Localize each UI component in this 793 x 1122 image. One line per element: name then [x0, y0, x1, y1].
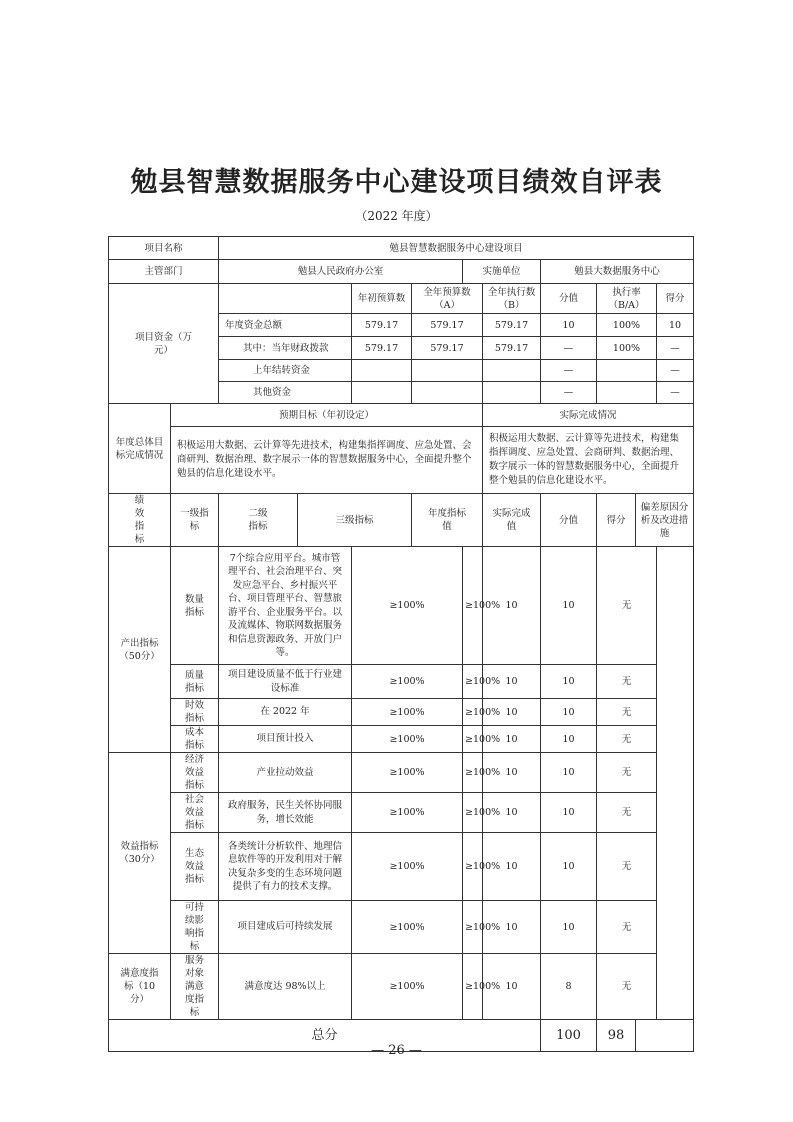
- actual-value: ≥100%: [463, 753, 483, 793]
- level1-indicator: 满意度指标（10分）: [109, 954, 171, 1020]
- score: 10: [541, 793, 597, 833]
- funds-cell: 579.17: [352, 337, 412, 360]
- funds-cell: [352, 382, 412, 404]
- actual-goal-text: 积极运用大数据、云计算等先进技术，构建集指挥调度、应急处置、会商研判、数据治理、数字展示一体的智慧数据服务中心，全面提升整个勉县的信息化建设水平。: [483, 427, 694, 494]
- deviation-note: 无: [597, 699, 657, 726]
- indicator-header: 二级指标: [219, 494, 298, 547]
- funds-header: 分值: [541, 284, 597, 314]
- score: 10: [541, 726, 597, 753]
- level2-indicator: 时效指标: [171, 699, 219, 726]
- actual-value: ≥100%: [463, 793, 483, 833]
- actual-value: ≥100%: [463, 954, 483, 1020]
- indicator-header: 一级指标: [171, 494, 219, 547]
- score-max: 10: [483, 833, 541, 901]
- level3-indicator: 各类统计分析软件、地理信息软件等的开发利用对于解决复杂多变的生态环境问题提供了有力的技术支撑。: [219, 833, 352, 901]
- actual-goal-header: 实际完成情况: [483, 404, 694, 427]
- funds-cell: —: [541, 337, 597, 360]
- level3-indicator: 满意度达 98%以上: [219, 954, 352, 1020]
- level3-indicator: 7个综合应用平台。城市管理平台、社会治理平台、突发应急平台、乡村振兴平台、项目管理平台、智慧旅游平台、企业服务平台。以及流媒体、物联网数据服务和信息资源政务、开放门户等。: [219, 547, 352, 665]
- score: 10: [541, 833, 597, 901]
- funds-cell: 579.17: [352, 314, 412, 337]
- level2-indicator: 质量指标: [171, 665, 219, 699]
- funds-header: 执行率（B/A）: [597, 284, 657, 314]
- funds-cell: [483, 360, 541, 382]
- total-label: 总分: [109, 1020, 541, 1052]
- funds-cell: 579.17: [483, 314, 541, 337]
- funds-cell: —: [541, 360, 597, 382]
- row-project-name: [109, 237, 694, 260]
- actual-value: ≥100%: [463, 547, 483, 665]
- score-max: 10: [483, 793, 541, 833]
- level3-indicator: 项目建成后可持续发展: [219, 901, 352, 954]
- funds-header-blank: [219, 284, 352, 314]
- total-score-max: 100: [541, 1020, 597, 1052]
- indicator-row: [109, 901, 694, 954]
- funds-row-name: 年度资金总额: [219, 314, 352, 337]
- actual-value: ≥100%: [463, 726, 483, 753]
- dept-value: 勉县人民政府办公室: [219, 260, 463, 284]
- funds-cell: 100%: [597, 337, 657, 360]
- target-value: ≥100%: [352, 901, 463, 954]
- performance-table: [108, 236, 694, 1052]
- funds-row-name: 其中：当年财政拨款: [219, 337, 352, 360]
- score-max: 10: [483, 954, 541, 1020]
- deviation-note: 无: [597, 793, 657, 833]
- goals-label: 年度总体目标完成情况: [109, 404, 171, 494]
- level2-indicator: 经济效益指标: [171, 753, 219, 793]
- row-funds-header: [109, 284, 694, 314]
- funds-header: 全年执行数（B）: [483, 284, 541, 314]
- actual-value: ≥100%: [463, 699, 483, 726]
- funds-cell: [412, 360, 483, 382]
- expected-goal-header: 预期目标（年初设定）: [171, 404, 483, 427]
- deviation-note: 无: [597, 547, 657, 665]
- level2-indicator: 生态效益指标: [171, 833, 219, 901]
- funds-cell: 579.17: [483, 337, 541, 360]
- target-value: ≥100%: [352, 954, 463, 1020]
- indicator-row: [109, 726, 694, 753]
- level3-indicator: 项目建设质量不低于行业建设标准: [219, 665, 352, 699]
- funds-cell: 100%: [597, 314, 657, 337]
- target-value: ≥100%: [352, 753, 463, 793]
- level3-indicator: 产业拉动效益: [219, 753, 352, 793]
- score: 10: [541, 753, 597, 793]
- actual-value: ≥100%: [463, 833, 483, 901]
- funds-cell: [412, 382, 483, 404]
- funds-cell: 579.17: [412, 314, 483, 337]
- funds-cell: —: [541, 382, 597, 404]
- funds-header: 年初预算数: [352, 284, 412, 314]
- expected-goal-text: 积极运用大数据、云计算等先进技术，构建集指挥调度、应急处置、会商研判、数据治理、数字展示一体的智慧数据服务中心，全面提升整个勉县的信息化建设水平。: [171, 427, 483, 494]
- project-name-value: 勉县智慧数据服务中心建设项目: [219, 237, 694, 260]
- row-goals-content: [109, 427, 694, 494]
- target-value: ≥100%: [352, 793, 463, 833]
- score: 10: [541, 547, 597, 665]
- funds-label: 项目资金（万元）: [109, 284, 219, 404]
- funds-cell: 579.17: [412, 337, 483, 360]
- deviation-note: 无: [597, 753, 657, 793]
- score-max: 10: [483, 753, 541, 793]
- funds-cell: [597, 382, 657, 404]
- impl-value: 勉县大数据服务中心: [541, 260, 694, 284]
- level1-indicator: 效益指标（30分）: [109, 753, 171, 954]
- indicators-label: 绩效指标: [109, 494, 171, 547]
- target-value: ≥100%: [352, 726, 463, 753]
- indicator-header: 三级指标: [298, 494, 412, 547]
- score-max: 10: [483, 699, 541, 726]
- indicator-row: [109, 833, 694, 901]
- score: 10: [541, 665, 597, 699]
- indicator-header: 年度指标值: [412, 494, 483, 547]
- funds-header: 得分: [657, 284, 694, 314]
- target-value: ≥100%: [352, 547, 463, 665]
- row-goals-header: [109, 404, 694, 427]
- indicator-header: 实际完成值: [483, 494, 541, 547]
- funds-cell: —: [657, 337, 694, 360]
- total-score: 98: [597, 1020, 636, 1052]
- target-value: ≥100%: [352, 699, 463, 726]
- funds-cell: [597, 360, 657, 382]
- score-max: 10: [483, 665, 541, 699]
- level2-indicator: 可持续影响指标: [171, 901, 219, 954]
- deviation-note: 无: [597, 833, 657, 901]
- row-indicators-header: [109, 494, 694, 547]
- level2-indicator: 服务对象满意度指标: [171, 954, 219, 1020]
- indicator-row: [109, 954, 694, 1020]
- funds-cell: 10: [657, 314, 694, 337]
- score: 10: [541, 901, 597, 954]
- page-subtitle: （2022 年度）: [355, 209, 438, 223]
- indicator-header: 分值: [541, 494, 597, 547]
- indicator-header: 得分: [597, 494, 636, 547]
- funds-row-name: 其他资金: [219, 382, 352, 404]
- level3-indicator: 政府服务，民生关怀协同服务，增长效能: [219, 793, 352, 833]
- level3-indicator: 在 2022 年: [219, 699, 352, 726]
- funds-cell: [352, 360, 412, 382]
- funds-cell: 10: [541, 314, 597, 337]
- funds-cell: —: [657, 382, 694, 404]
- score-max: 10: [483, 901, 541, 954]
- indicator-row: [109, 547, 694, 665]
- level3-indicator: 项目预计投入: [219, 726, 352, 753]
- actual-value: ≥100%: [463, 665, 483, 699]
- funds-header: 全年预算数（A）: [412, 284, 483, 314]
- level1-indicator: 产出指标（50分）: [109, 547, 171, 753]
- level2-indicator: 成本指标: [171, 726, 219, 753]
- target-value: ≥100%: [352, 665, 463, 699]
- impl-label: 实施单位: [463, 260, 541, 284]
- indicator-row: [109, 699, 694, 726]
- funds-cell: [483, 382, 541, 404]
- level2-indicator: 数量指标: [171, 547, 219, 665]
- indicator-row: [109, 753, 694, 793]
- indicator-row: [109, 665, 694, 699]
- funds-cell: —: [657, 360, 694, 382]
- funds-row-name: 上年结转资金: [219, 360, 352, 382]
- page-title: 勉县智慧数据服务中心建设项目绩效自评表: [130, 167, 663, 198]
- deviation-note: 无: [597, 901, 657, 954]
- row-department: [109, 260, 694, 284]
- indicator-row: [109, 793, 694, 833]
- deviation-note: 无: [597, 726, 657, 753]
- target-value: ≥100%: [352, 833, 463, 901]
- score: 10: [541, 699, 597, 726]
- score: 8: [541, 954, 597, 1020]
- level2-indicator: 社会效益指标: [171, 793, 219, 833]
- deviation-note: 无: [597, 665, 657, 699]
- indicator-header: 偏差原因分析及改进措施: [636, 494, 694, 547]
- actual-value: ≥100%: [463, 901, 483, 954]
- page-number: — 26 —: [371, 1043, 422, 1058]
- project-name-label: 项目名称: [109, 237, 219, 260]
- dept-label: 主管部门: [109, 260, 219, 284]
- score-max: 10: [483, 726, 541, 753]
- score-max: 10: [483, 547, 541, 665]
- deviation-note: 无: [597, 954, 657, 1020]
